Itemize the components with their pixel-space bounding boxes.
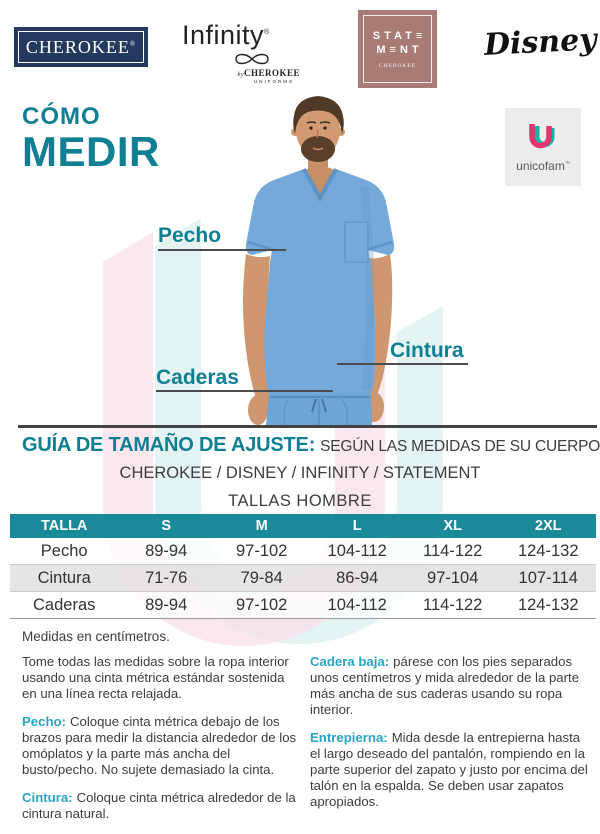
column-header: TALLA — [40, 518, 88, 534]
guide-title — [22, 434, 600, 457]
table-row-waist — [10, 565, 596, 592]
table-row-chest — [10, 538, 596, 565]
registered-mark: ® — [264, 29, 270, 36]
instruction-paragraph-waist — [22, 790, 300, 822]
measure-line-hips — [156, 390, 333, 392]
unicofam-badge — [505, 108, 581, 186]
page-title — [22, 104, 160, 174]
disney-logo — [482, 18, 598, 66]
infinity-logo — [182, 20, 302, 86]
measure-label-hips: Caderas — [156, 366, 239, 389]
table-title: TALLAS HOMBRE — [228, 492, 372, 510]
cherokee-logo-label: CHEROKEE® — [25, 36, 137, 57]
instruction-label: Pecho: — [22, 714, 66, 729]
statement-line1: STAT≡ — [372, 30, 427, 42]
statement-line2: M≡NT — [376, 44, 423, 56]
table-cell: 71-76 — [145, 568, 188, 587]
infinity-byline: byCHEROKEE — [237, 68, 300, 78]
statement-sub-label: CHEROKEE — [378, 63, 417, 69]
column-header: 2XL — [534, 518, 562, 534]
measure-label-waist: Cintura — [390, 339, 464, 362]
instruction-text: Tome todas las medidas sobre la ropa interior usando una cinta métrica estándar sostenida en una línea recta relajada. — [22, 654, 289, 701]
table-cell: 97-104 — [427, 568, 479, 587]
instructions-left-column — [22, 654, 300, 834]
column-header: M — [255, 518, 268, 534]
table-cell: 97-102 — [235, 595, 288, 614]
title-line-2: MEDIR — [22, 128, 160, 175]
instruction-label: Entrepierna: — [310, 730, 388, 745]
instruction-text: párese con los pies separados unos centímetros y mida alrededor de la parte más ancha de sus caderas usando su ropa interior. — [310, 654, 580, 717]
table-cell: 89-94 — [145, 541, 188, 560]
row-label: Caderas — [33, 595, 96, 614]
table-row-hips — [10, 592, 596, 619]
instruction-paragraph-general — [22, 654, 300, 702]
measure-line-chest — [158, 249, 286, 251]
row-label: Cintura — [37, 568, 91, 587]
instruction-label: Cintura: — [22, 790, 73, 805]
units-note: Medidas en centímetros. — [22, 629, 170, 644]
table-cell: 79-84 — [240, 568, 283, 587]
infinity-wordmark: Infinity® — [182, 20, 270, 50]
unicofam-logo-mark — [526, 122, 560, 156]
male-model-illustration — [222, 92, 465, 425]
instruction-paragraph-inseam — [310, 730, 588, 810]
brands-line: CHEROKEE / DISNEY / INFINITY / STATEMENT — [119, 464, 481, 482]
table-cell: 107-114 — [518, 568, 578, 587]
table-cell: 89-94 — [145, 595, 188, 614]
registered-mark: ® — [129, 39, 137, 48]
size-table-header-row — [10, 514, 596, 538]
measure-line-waist — [337, 363, 468, 365]
statement-logo-frame — [363, 15, 432, 83]
infinity-uniforms-label: UNIFORMS — [254, 79, 294, 84]
table-cell: 124-132 — [517, 595, 579, 614]
statement-logo — [358, 10, 437, 88]
instruction-paragraph-chest — [22, 714, 300, 778]
instruction-paragraph-low-hip — [310, 654, 588, 718]
row-label: Pecho — [40, 541, 88, 560]
title-line-1: CÓMO — [22, 103, 101, 130]
column-header: L — [352, 518, 362, 534]
size-table — [10, 514, 596, 619]
table-cell: 104-112 — [327, 541, 387, 560]
trademark-mark: ™ — [564, 160, 570, 167]
instruction-text: Coloque cinta métrica alrededor de la cintura natural. — [22, 790, 296, 821]
table-cell: 86-94 — [336, 568, 379, 587]
cherokee-logo-frame — [18, 31, 144, 63]
cherokee-logo — [14, 27, 148, 67]
guide-title-rest: SEGÚN LAS MEDIDAS DE SU CUERPO — [320, 438, 600, 455]
unicofam-label: unicofam™ — [516, 158, 570, 173]
table-cell: 124-132 — [517, 541, 579, 560]
instructions-right-column — [310, 654, 588, 834]
measuring-instructions — [22, 654, 588, 834]
instruction-label: Cadera baja: — [310, 654, 390, 669]
instruction-text: Coloque cinta métrica debajo de los brazos para medir la distancia alrededor de los omóplatos y la parte más ancha del busto/pecho. No sujete demasiado la cinta. — [22, 714, 297, 777]
table-cell: 97-102 — [235, 541, 288, 560]
column-header: XL — [443, 518, 462, 534]
guide-title-strong: GUÍA DE TAMAÑO DE AJUSTE: — [22, 434, 316, 456]
column-header: S — [161, 518, 171, 534]
table-cell: 104-112 — [327, 595, 387, 614]
table-cell: 114-122 — [423, 595, 483, 614]
section-divider — [18, 425, 597, 428]
disney-wordmark: Disney — [482, 21, 598, 63]
measure-label-chest: Pecho — [158, 224, 222, 247]
table-cell: 114-122 — [423, 541, 483, 560]
instruction-text: Mida desde la entrepierna hasta el largo deseado del pantalón, rompiendo en la parte superior del zapato y justo por encima del talón en la espalda. Se deben usar zapatos apropiados. — [310, 730, 588, 809]
